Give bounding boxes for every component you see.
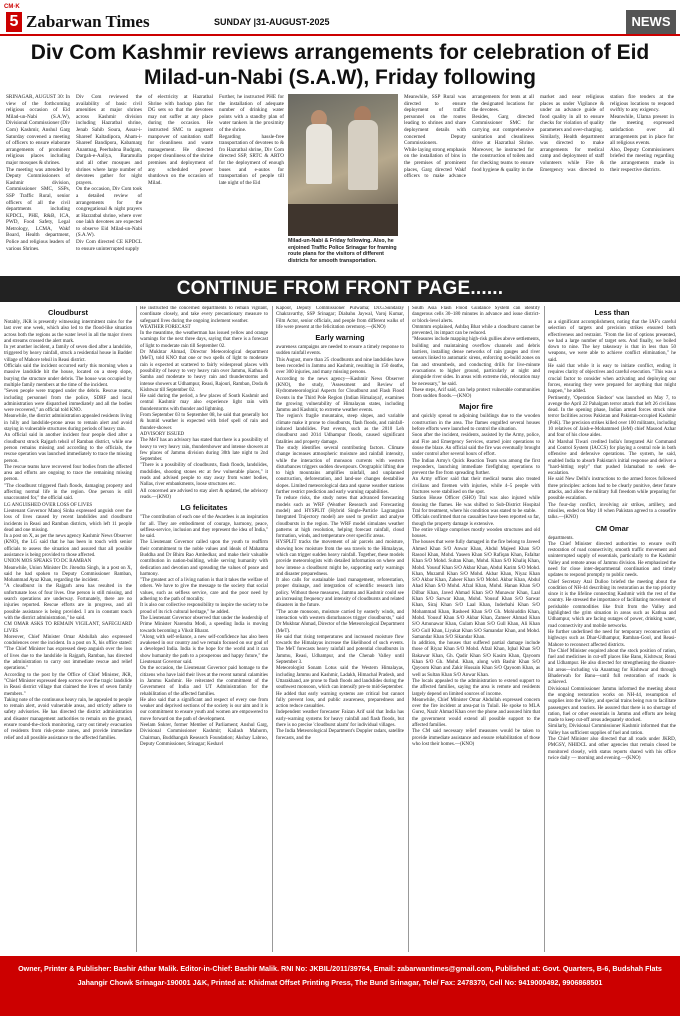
column-rule [136, 306, 137, 952]
felicitation-end-text: Kapoor, Deputy Commissioner Pulwama; Dr.G.Sundaray Chakravarthy, SSP Srinagar; Diabahu Jaywal, Varoj Kumar, Film Actor, senior officials, and people from different walks of life were present at the felicitation ceremony.—(KNO) [276, 306, 404, 330]
major-fire-text: and quickly spread to adjoining buildings due to the wooden construction in the area. The flames engulfed several houses before efforts were launched to control the situation. Soon after the incident, residents, assisted by the Army, police, and Fire and Emergency Services, started joint operations to douse the blaze. An official said the fire was eventually brought under control after several hours of effort. The Indian Army's Quick Reaction Team was among the first responders, launching immediate firefighting operations to prevent the fire from spreading further. An Army officer said that their medical teams also treated civilians and firemen with injuries, while 4–5 people with fractures were stabilised on the spot. Station House Officer (SHO) Tral was also injured while dousing the flames. He was shifted to Sub-District Hospital Tral for treatment, where his condition was stated to be stable. Officials confirmed that no casualties have been reported so far, though the property damage is extensive. The entire village comprises mostly wooden structures and old houses. The houses that were fully damaged in the fire belong to Javeed Ahmed Khan S/O Anwar Khan, Abdul Majeed Khan S/O Rasool Khan, Mohd. Yaseen Khan S/O Rafiqan Khan, Fafaltar Khan S/O Mohd. Sultan Khan, Mohd. Khan S/O Khaliq Khan, Mohd. Yousuf Khan S/O Akbar Khan, Abdul Karim S/O Mohd. Khan, Muzamil Khan S/O Mohd. Akbar Khan, Niyaz Khan S/O Akbar Khan, Zaheer Khan S/O Mohd. Akbar Khan, Abdul Ahad Khan S/O Mohd. Afzal Khan, Mohd. Hanan Khan S/O Dilbar Khan, Javed Ahmad Khan S/O Munawar Khan, Laal Khan S/O Sarwar Khan, Mohd. Yousuf Khan S/O Sarwar Khan, Siraj Khan S/O Laal Khan, Inderbahi Khan S/O Mohammad Khan, Rasheed Khan S/O Gh. Mohiuddin Khan, Mohd. Yousuf Khan S/O Akbar Khan, Zameer Ahmad Khan S/O Amunawar Khan, Gulam Khan S/O Gull Khan, Ali Khan S/O Gull Khan, Liyakat Khan S/O Samandar Khan, and Mohd. Samandar Khan S/O Sikandar Khan. In addition, the houses that suffered partial damage include those of Riyaz Khan S/O Mohd. Afzal Khan, Iqbal Khan S/O Bakawar Khan, Gh. Qadir Khan S/O Kasim Khan, Qayoom Khan S/O Gh. Mohd. Khan, along with Bashir Khan S/O Qayoom Khan and Zakir Hussain Khan S/O Qayoom Khan, as well as Sultan Khan S/O Anwar Khan. The locals appealed to the administration to extend support to the affected families, saying the area is remote and residents largely depend on limited sources of income. Meanwhile, Chief Minister Omar Abdullah expressed concern over the fire incident at area-pat in Tulail. He spoke to MLA Gurez, Nazir Ahmad Khan over the phone and assured him that the government would extend all possible support to the affected families. The CM said necessary relief measures would be taken to provide immediate assistance and ensure rehabilitation of those who lost their homes.—(KNO) [412, 414, 540, 747]
section-tag: NEWS [626, 10, 676, 34]
continue-banner: CONTINUE FROM FRONT PAGE...... [0, 276, 680, 302]
column-rule [408, 306, 409, 952]
weather-text: He instructed the concerned departments to remain vigilant, coordinate closely, and take every precautionary measure to safeguard lives during the ongoing inclement weather. WEATHER FORECAST In the meantime, the weatherman has issued yellow and orange warnings for the next three days, saying that there is a forecast of light to moderate rain till September 02. Dr Mukhtar Ahmad, Director Meteorological department (MeT), told KNO that one or two spells of light to moderate rain is expected at scattered to fairly widespread places with possibility of heavy to very heavy rain over Jammu, Kathua & Samba and moderate to heavy rain and thunderstorms and intense showers at Udhampur, Reasi, Rajouri, Ramban, Doda & Kishtwar till September 02. He said during the period, a few places of South Kashmir and central Kashmir may also experience light rain with thunderstorms with thunder and lightning. From September 03 to September 08, he said that generally hot & humid weather is expected with brief spell of rain and thunder-shower. ADVISORY ISSUED The MeT has an advisory has stated that there is a possibility of heavy to very heavy rain, thundershower and intense showers at few places of Jammu division during 30th late night to 2nd September. "There is a possibility of cloudbursts, flash floods, landslides, mudslides, shooting stones etc at few vulnerable places," it reads and advised people to stay away from water bodies, Nallas, river embankments, loose structures etc. All concerned are advised to stay alert & updated, the advisory reads.—(KNO) [140, 306, 268, 500]
imprint-line-2: Jahangir Chowk Srinagar-190001 J&K, Printed at: Khidmat Offset Printing Press, The Bund Srinagar, Tele/ Fax: 2478370, Cell No: 9419000492, 9906868501 [77, 978, 603, 987]
lead-photo [288, 94, 398, 236]
photo-person-1-body [306, 124, 332, 184]
lower-column-3 [276, 306, 404, 952]
cloudburst-text: Notably, JKR is presently witnessing intermittent rains for the last over one week, which also led to the flood-like situation across both the regions as the water level in all the major rivers and streams crossed the alert mark. In yet another incident, a family of seven died after a landslide, triggered by heavy rainfall, struck a residential house in Badder village of Mahore tehsil in Reasi district. Officials said the incident occurred early this morning when a massive landslide hit the house, located on a steep slope, burying the structure under debris. The house was occupied by multiple family members at the time of the incident. "Seven people were trapped under the debris. Rescue teams, including personnel from the police, SDRF and local administration were dispatched immediately and all the bodies were recovered," an official told KNO. Meanwhile, the district administration appealed residents living in hilly and landslide-prone areas to remain alert and avoid staying in vulnerable structures during periods of heavy rain. An official said in another incident four people died after a cloudburst struck Rajgarh tehsil of Ramban district, while one person remains missing and according to the officials, the rescue operation was launched immediately to trace the missing person. The rescue teams have recovered four bodies from the affected area and efforts are ongoing to trace the remaining missing person. "The cloudburst triggered flash floods, damaging property and affecting normal life in the region. One person is still unaccounted for," the official said. LG ANGUISHED OVER LOSS OF LIVES Lieutenant Governor Manoj Sinha expressed anguish over the loss of lives caused by recent landslides and cloudburst incidents in Reasi and Ramban districts, which left 11 people dead and one missing. In a post on X, as per the news agency Kashmir News Observer (KNO), the LG said that he has been in touch with senior officials to assess the situation and assured that all possible assistance is being provided to those affected. UNION MOS SPEAKS TO DC RAMBAN Meanwhile, Union Minister Dr. Jitendra Singh, in a post on X, said he had spoken to Deputy Commissioner Ramban, Mohammad Ayaz Khan, regarding the incident. "A cloudburst in the Rajgarh area has resulted in the unfortunate loss of four lives. One person is still missing, and search operations are underway. Fortunately, there are no injuries reported. Rescue efforts are in progress, and all possible assistance is being provided. I am in constant touch with the district administration," he said. CM OMAR ASKS TO REMAIN VIGILANT, SAFEGUARD LIVES Moreover, Chief Minister Omar Abdullah also expressed condolences over the incident. In a post on X, his office stated: "The Chief Minister has expressed deep anguish over the loss of lives due to the landslide in Rajgarh, Ramban, has directed the administration to carry out immediate rescue and relief operations." According to the post by the Office of Chief Minister, JKR, "Chief Minister expressed deep sorrow over the tragic landslide in Reasi district village that claimed the lives of seven family members." Taking note of the continuous heavy rain, he appealed to people to remain alert, avoid vulnerable areas, and strictly adhere to safety advisories. He has directed the district administration and disaster management authorities to remain on the ground, ensure round-the-clock monitoring, carry out timely evacuation of residents from risk-prone zones, and provide immediate relief and all possible assistance to the affected families. [4, 320, 132, 741]
less-than-heading: Less than [594, 308, 630, 317]
column-rule [272, 306, 273, 952]
masthead: Zabarwan Times [26, 12, 150, 31]
lead-column-5: market and near religious places as under Vigilance & under an advance guide of food quality in all to ensure checks for violation of quality parameters and over-charging. Similarly, Health department was directed to make arrangements for medical camp and deployment of staff volunteers while Fire & Emergency was directed to station fire tenders at the religious locations to respond swiftly to any exigency. Meanwhile, Ulama present in the meeting expressed satisfaction over all arrangements put in place for all religious events. Also, Deputy Commissioners briefed the meeting regarding the arrangements made in their respective districts. [540, 94, 674, 173]
lead-column-1: SRINAGAR, AUGUST 30: In view of the forthcoming religious occasion of Eid Milad-un-Nabi (S.A.W), Divisional Commissioner (Div Com) Kashmir, Anshul Garg Saturday convened a meeting of officers to ensure elaborate arrangements of prominent religious places including major mosques & shrines. The meeting was attended by Deputy Commissioners of Kashmir division, Commissioner SMC, SSPs, SSP Traffic Rural, senior officers of all the civil departments including KPDCL, PHE, R&B, ICA, PWD, Food Safety, Legal Metrology, LCMA, Wakf Board, Health department, Police and religious leaders of various Shrines. [6, 94, 70, 252]
lead-column-4: Meanwhile, SSP Rural was directed to ensure deployment of traffic personnel on the routes leading to shrines and share deployment details with concerned Deputy Commissioners. While laying strong emphasis on the installation of bins in the premises of prominent places, Garg directed Wakf officers to make advance arrangements for tents at all the designated locations for the devotees. Besides, Garg directed Commissioner SMC for carrying out comprehensive sanitation and cleanliness drive at Hazratbal Shrine. Moreover, he instructed for the construction of toilets and for checking teams to ensure food hygiene & quality in the [404, 94, 534, 180]
page-number: 5 [6, 12, 22, 32]
cm-omar-text: departments. The Chief Minister directed authorities to ensure swift restoration of road connectivity, smooth traffic movement and uninterrupted supply of essentials, particularly to the Kashmir Valley and remote areas of Jammu division. He emphasized the need for close inter-departmental coordination and timely updates to respond promptly to public needs. Chief Secretary Atal Dulloo briefed the meeting about the condition of NH-44 describing its restoration as the top priority since it is the lifeline connecting Kashmir with the rest of the country. He stressed the importance of facilitating movement of perishable commodities like fruit from the Valley and highlighted the grim situation in areas such as Kathua and Udhampur, which are facing outages of power, drinking water, road connectivity and mobile networks. He further underlined the need for temporary reconnection of highways such as Dhar-Udhampur, Ramban-Gool, and Reasi-Mahore to reconnect affected districts. The Chief Minister enquired about the stock position of ration, fuel and medicines in cut-off places like Banu, Kishtwar, Reasi and Udhampur. He also directed for strengthening the disaster-hit areas—including via Anantnag for Kishtwar and through Bhaderwah for Banu—until full restoration of roads is achieved. Divisional Commissioner Jammu informed the meeting about the ongoing restoration works on NH-44, resumption of supplies into the Valley, and special trains being run to facilitate passengers and tourists. He assured that there is no shortage of ration, fuel or other essentials in Jammu and efforts are being made to keep cut-off areas adequately stocked. Similarly, Divisional Commissioner Kashmir informed that the Valley has sufficient supplies of fuel and ration. The Chief Minister also directed that all roads under JKRD, PMGSY, NHIDCL and other agencies that remain closed be monitored closely, with status reports shared with his office twice daily — morning and evening.—(KNO) [548, 535, 676, 761]
dateline: SUNDAY |31-AUGUST-2025 [214, 17, 330, 27]
lower-column-2 [140, 306, 268, 952]
imprint-line-1: Owner, Printer & Publisher: Bashir Athar Malik. Editor-in-Chief: Bashir Malik. RNI No: JKBIL/2011/39764, Email: zabarwantimes@gmail.com, Published at: Govt. Quarters, B-6, Budshah Flats [18, 964, 662, 973]
lower-column-5 [548, 306, 676, 952]
lower-column-1 [4, 306, 132, 952]
photo-table [288, 204, 398, 236]
imprint-footer [0, 956, 680, 1016]
lead-column-2: Div Com reviewed the availability of basic civil amenities at major shrines across Kashmir division including Hazratbal shrine, Jenab Sahib Soura, Assar-i-Shareef Kaltadipora, Aham-i-Shareef Bandipora, Kabamarg Anantnag, Peerbabna Budgam, Dargah-e-Aaliya, Baramulla and all other mosques and shrines where large number of devotees gather for night prayers. On the occasion, Div Com took a detailed review of arrangements for the congregational & night prayers at Hazratbal shrine, where over one lakh devotees are expected to observe Eid Milad-un-Nabi (S.A.W). Div Com directed CE KPDCL to ensure uninterrupted supply [76, 94, 142, 252]
major-fire-heading: Major fire [459, 402, 493, 412]
lower-section [4, 306, 676, 952]
photo-person-2-body [348, 120, 378, 190]
cloudburst-heading: Cloudburst [48, 308, 88, 317]
brand-mark: CM·K [4, 4, 20, 10]
lower-column-4 [412, 306, 540, 952]
early-warning-heading: Early warning [315, 333, 365, 343]
flood-guidance-text: South Asia Flash Flood Guidance System can identify dangerous cells 30–180 minutes in advance and issue district- or block-level alerts. Ommmm explained, Ashfaq Bhat while a cloudburst cannot be prevented, its impact can be reduced. "Measures include mapping high-risk gullies above settlements, building and maintaining overflow channels and debris barriers, installing dense networks of rain gauges and river sensors linked to automatic sirens, enforcing no-build zones on fan and streambeds, and conducting drills for live-minute evacuations to higher ground, particularly at night and alongside river sides. In areas with extreme risk, relocation may be necessary," he said. These steps, Arif said, can help protect vulnerable communities from sudden floods.—(KNO) [412, 306, 540, 400]
column-rule [544, 306, 545, 952]
lg-felicitates-heading: LG felicitates [180, 503, 228, 513]
lead-headline: Div Com Kashmir reviews arrangements for celebration of Eid Milad-un-Nabi (S.A.W), Friday following [30, 41, 650, 89]
early-warning-text: awareness campaigns are needed to ensure a timely response to sudden rainfall events. This August, more than 25 cloudbursts and nine landslides have been recorded in Jammu and Kashmir, resulting in 150 deaths, over 300 injuries, and many missing persons. According to the news agency—Kashmir News Observer (KNO), the study, 'Assessment and Review of Hydrometeorological Aspects for Cloudburst and Flash Flood Events in the Third Pole Region (Indian Himalaya)', examines the growing vulnerability of Himalayan states, including Jammu and Kashmir, to extreme weather events. The region's fragile mountains, steep slopes, and variable climate make it prone to cloudbursts, flash floods, and rainfall-induced landslides. Past events, such as the 2010 Leh cloudburst and 2014 Udhampur floods, caused significant fatalities and property damage. The study identifies several contributing factors. Climate change increases atmospheric moisture and rainfall intensity, while the interaction of monsoon currents with western disturbances triggers sudden downpours. Orographic lifting due to high mountains amplifies rainfall, and unplanned construction, deforestation, and land-use changes destabilise slopes. Limited meteorological data and sparse weather stations further restrict prediction and early warning capabilities. To reduce risks, the study notes that advanced forecasting models such as WRF (Weather Research and Forecasting model) and HYSPLIT (Hybrid Single-Particle Lagrangian Integrated Trajectory model) are used to predict and analyse cloudbursts in the region. The WRF model simulates weather patterns at high resolution, helping forecast rainfall, cloud formation, winds, and temperature over specific areas. HYSPLIT tracks the movement of air parcels and moisture, showing how moisture from the sea travels to the Himalayas, which can trigger sudden heavy rainfall. Together, these models provide meteorologists with detailed information on where and how intense a cloudburst might be, supporting early warnings and disaster preparedness. It also calls for sustainable land management, reforestation, proper drainage, and integration of scientific research into policy. Without these measures, Jammu and Kashmir could see an increasing frequency and intensity of cloudbursts and related disasters in the future. "The acute monsoon, moisture carried by easterly winds, and interaction with western disturbances trigger cloudbursts," said Dr Mukhtar Ahmad, Director of the Meteorological Department (MeT). He said that rising temperatures and increased moisture flow towards the Himalayas increase the likelihood of such events. The MeT forecasts heavy rainfall and potential cloudbursts in Jammu, Reasi, Udhampur, and the Chenab Valley until September 3. Meteorologist Sonam Lotus said the Western Himalayas, including Jammu and Kashmir, Ladakh, Himachal Pradesh, and Uttarakhand, are prone to flash floods and landslides during the southwest monsoon, which can intensify pre-to mid-September. He added that early warning systems are critical but cannot fully prevent loss, and public awareness, preparedness and action reduce casualties. Independent weather forecaster Faizan Arif said that India has early-warning systems for heavy rainfall and flash floods, but there is no precise 'cloudburst alarm' for individual villages. The India Meteorological Department's Doppler radars, satellite forecasts, and the [276, 345, 404, 741]
photo-caption: Milad-un-Nabi & Friday following. Also, he enjoined Traffic Police Srinagar for framing route plans for the visitors of different districts for smooth transportation. [288, 238, 397, 264]
less-than-text: as a significant accomplishment, noting that the IAF's careful selection of targets and precision strikes ensured both effectiveness and restraint. "From the list of options presented, we had a large number of target sets. And finally, we boiled down to nine. The key takeaway is that in less than 50 weapons, we were able to achieve conflict elimination," he said. He said that while it is easy to initiate conflict, ending it requires clarity of objectives and careful execution. "This was a crucial factor to consider when activating and deploying our forces, ensuring they were prepared for anything that might happen," he added. Pertinently, 'Operation Sindoor' was launched on May 7, to avenge the April 22 Pahalgam terror attack that left 26 civilians dead. In the opening phase, Indian armed forces struck nine terror facilities across Pakistan and Pakistan-occupied Kashmir (PoK). The precision strikes killed over 100 militants, including 10 relatives of Jaish-e-Mohammed (JeM) chief Masood Azhar and four of his close aides. Air Marshal Tiwari credited India's Integrated Air Command and Control System (IACCS) for playing a central role in both offensive and defensive operations. The system, he said, enabled India to absorb Pakistan's initial response and deliver a "hard-hitting reply" that pushed Islamabad to seek de-escalation. He said New Delhi's instructions to the armed forces followed three principles: actions had to be clearly punitive, deter future attacks, and allow the military full freedom while preparing for possible escalation. The four-day conflict, involving air strikes, artillery, and missiles, ended on May 10 when Pakistan agreed to a ceasefire talks.—(KNO) [548, 320, 676, 521]
lg-felicitates-text: "The contribution of each one of the Awardees is an inspiration for all. They are embodiment of courage, harmony, peace, selfless-service, inclusion and they represent the idea of India," he said. The Lieutenant Governor called upon the youth to reaffirm their commitment to the noble values and ideals of Mahatma Buddha and Dr Bhim Rao Ambedkar, and make their valuable contribution in nation-building, while serving humanity with dedication and devotion and spreading the values of peace and harmony. "The greatest act of a living nation is that it takes the welfare of others. We have to give the message to the society that social values, such as selfless service, care and the poor need by adhering to the path of morality. It is also our collective responsibility to inspire the society to be proud of its rich cultural heritage," he added. The Lieutenant Governor observed that under the leadership of Prime Minister Narendra Modi, a speeding India is moving towards becoming a Viksit Bharat. "Along with self-reliance, a new self-confidence has also been awakened in our country and we remain focused on our goal of a developed India. India is the hope for the world and it can show humanity the path to a prosperous and happy future," the Lieutenant Governor said. On the occasion, the Lieutenant Governor paid homage to the citizens who have laid their lives at the recent natural calamities in Jammu Kashmir. He reiterated the commitment of the Government of India and UT Administration for the rehabilitation of the affected families. He also said that a significant and respect of every one from weaker and deprived sections of the society is our aim and it is our commitment to ensure youth and women are empowered to move forward on the path of development. Neelam Snkrer, former Member of Parliament; Anshul Garg, Divisional Commissioner Kashmir; Kailash Mahorm, Chairman, Buddhangah Research Foundation; Akshay Labroo, Deputy Commissioner, Srinagar; Keshavl [140, 515, 268, 747]
lead-column-3: of electricity at Hazratbal Shrine with backup plan for DG sets so that the devotees may not suffer at any place during the occasion. He instructed SMC to augment manpower of sanitation staff for cleanliness and waste management. He directed proper cleanliness of the shrine premises and deployment of any scheduled power shutdown on the occasion of Milad. Further, he instructed PHE for the installation of adequate number of drinking water points with a standby plan of water tankers in the proximity of the shrine. Regarding hassle-free transportation of devotees to & fro Hazratbal shrine, Div Com directed SSP, SRTC & ARTO for the deployment of enough buses and e-autos for transportation of people till late night of the Eid [148, 94, 284, 186]
top-strip [0, 0, 680, 6]
page-header [0, 12, 680, 36]
cm-omar-heading: CM Omar [595, 523, 629, 533]
